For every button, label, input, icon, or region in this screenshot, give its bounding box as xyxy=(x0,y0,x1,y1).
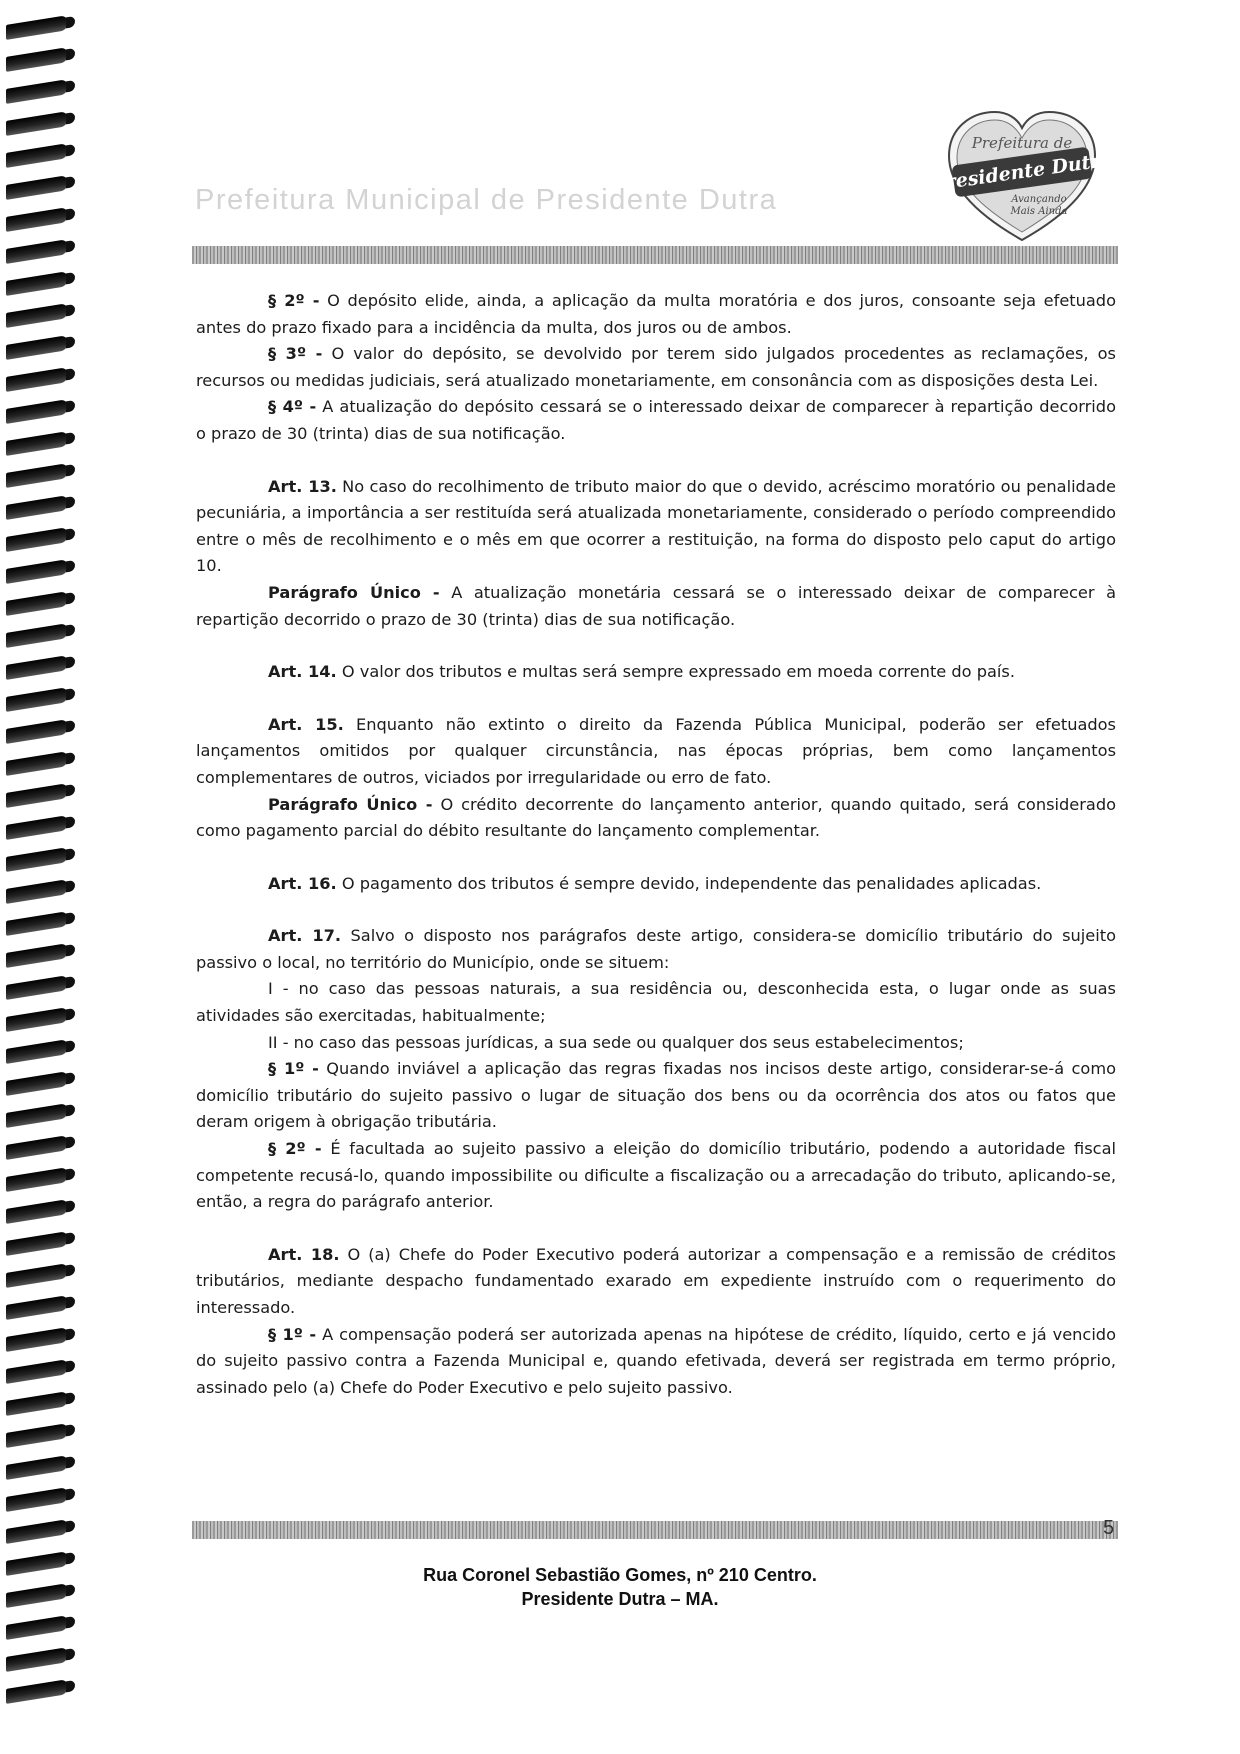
spiral-ring xyxy=(6,79,68,104)
paragraph xyxy=(196,976,1116,1029)
paragraph-lead: § 2º - xyxy=(268,1139,322,1159)
spiral-ring xyxy=(6,1263,68,1288)
spiral-ring xyxy=(6,783,68,808)
spiral-ring xyxy=(6,847,68,872)
paragraph-lead: § 3º - xyxy=(268,344,323,364)
spiral-ring xyxy=(6,879,68,904)
spiral-ring xyxy=(6,495,68,520)
paragraph xyxy=(196,659,1116,686)
paragraph-text: A compensação poderá ser autorizada apenas na hipótese de crédito, líquido, certo e já vencido do sujeito passivo contra a Fazenda Municipal e, quando efetivada, deverá ser registrada em termo próprio, assinado pelo (a) Chefe do Poder Executivo e pelo sujeito passivo. xyxy=(196,1324,1116,1397)
logo-line1: Prefeitura de xyxy=(971,134,1073,152)
paragraph xyxy=(196,712,1116,792)
spiral-ring xyxy=(6,1199,68,1224)
paragraph-text: O valor do depósito, se devolvido por terem sido julgados procedentes as reclamações, os recursos ou medidas judiciais, será atualizado monetariamente, em consonância com as disposições desta Lei. xyxy=(196,344,1116,390)
spiral-ring xyxy=(6,47,68,72)
spiral-ring xyxy=(6,559,68,584)
paragraph-text: É facultada ao sujeito passivo a eleição do domicílio tributário, podendo a autoridade fiscal competente recusá-lo, quando impossibilite ou dificulte a fiscalização ou a arrecadação do tributo, aplicando-se, então, a regra do parágrafo anterior. xyxy=(196,1139,1116,1212)
paragraph-text: Quando inviável a aplicação das regras fixadas nos incisos deste artigo, considerar-se-á como domicílio tributário do sujeito passivo o lugar de situação dos bens ou da ocorrência dos atos ou fatos que deram origem à obrigação tributária. xyxy=(196,1059,1116,1132)
paragraph-lead: § 4º - xyxy=(268,397,317,417)
spiral-binding xyxy=(0,20,90,1720)
spiral-ring xyxy=(6,527,68,552)
logo-line3: Avançando xyxy=(1011,194,1067,205)
page-header-title: Prefeitura Municipal de Presidente Dutra xyxy=(195,184,778,216)
spiral-ring xyxy=(6,1167,68,1192)
spiral-ring xyxy=(6,175,68,200)
spiral-ring xyxy=(6,1455,68,1480)
paragraph-lead: Parágrafo Único - xyxy=(268,794,433,814)
spiral-ring xyxy=(6,431,68,456)
spiral-ring xyxy=(6,1039,68,1064)
paragraph xyxy=(196,1136,1116,1216)
spiral-ring xyxy=(6,1359,68,1384)
spiral-ring xyxy=(6,1423,68,1448)
paragraph-lead: Art. 17. xyxy=(268,926,342,946)
header-divider xyxy=(192,246,1118,264)
logo-line4: Mais Ainda xyxy=(1010,206,1068,217)
paragraph xyxy=(196,341,1116,394)
paragraph-text: O valor dos tributos e multas será sempre expressado em moeda corrente do país. xyxy=(336,662,1015,682)
paragraph xyxy=(196,923,1116,976)
paragraph-lead: Art. 14. xyxy=(268,662,337,682)
paragraph xyxy=(196,288,1116,341)
paragraph xyxy=(196,1030,1116,1057)
paragraph xyxy=(196,1322,1116,1402)
spiral-ring xyxy=(6,1679,68,1704)
spiral-ring xyxy=(6,463,68,488)
spiral-ring xyxy=(6,1391,68,1416)
paragraph-text: A atualização do depósito cessará se o interessado deixar de comparecer à repartição decorrido o prazo de 30 (trinta) dias de sua notificação. xyxy=(196,397,1116,443)
paragraph xyxy=(196,580,1116,633)
paragraph-lead: Art. 16. xyxy=(268,873,337,893)
paragraph-text: O depósito elide, ainda, a aplicação da multa moratória e dos juros, consoante seja efetuado antes do prazo fixado para a incidência da multa, dos juros ou de ambos. xyxy=(196,291,1116,337)
paragraph xyxy=(196,1056,1116,1136)
spiral-ring xyxy=(6,111,68,136)
spiral-ring xyxy=(6,1231,68,1256)
paragraph-text: No caso do recolhimento de tributo maior do que o devido, acréscimo moratório ou penalidade pecuniária, a importância a ser restituída será atualizada monetariamente, considerado o período compreendido entre o mês de recolhimento e o mês em que ocorrer a restituição, na forma do disposto pelo caput do artigo 10. xyxy=(196,476,1116,576)
paragraph-text: Salvo o disposto nos parágrafos deste artigo, considera-se domicílio tributário do sujeito passivo o local, no território do Município, onde se situem: xyxy=(196,926,1116,972)
paragraph-lead: Art. 18. xyxy=(268,1244,340,1264)
spiral-ring xyxy=(6,1007,68,1032)
spiral-ring xyxy=(6,1071,68,1096)
footer-divider xyxy=(192,1521,1118,1539)
paragraph xyxy=(196,1242,1116,1322)
page-number: 5 xyxy=(1103,1517,1115,1539)
spiral-ring xyxy=(6,975,68,1000)
paragraph-text: Enquanto não extinto o direito da Fazenda Pública Municipal, poderão ser efetuados lançamentos omitidos por qualquer circunstância, nas épocas próprias, bem como lançamentos complementares de outros, viciados por irregularidade ou erro de fato. xyxy=(196,714,1116,787)
spiral-ring xyxy=(6,943,68,968)
spiral-ring xyxy=(6,15,68,40)
paragraph xyxy=(196,474,1116,580)
paragraph-lead: Art. 13. xyxy=(268,476,337,496)
logo-line2: Presidente Dutra xyxy=(930,148,1114,196)
spiral-ring xyxy=(6,751,68,776)
spiral-ring xyxy=(6,655,68,680)
footer-address: Rua Coronel Sebastião Gomes, nº 210 Centro. xyxy=(423,1565,817,1585)
spiral-ring xyxy=(6,207,68,232)
paragraph-lead: § 1º - xyxy=(268,1059,319,1079)
spiral-ring xyxy=(6,1135,68,1160)
spiral-ring xyxy=(6,239,68,264)
paragraph-text: O (a) Chefe do Poder Executivo poderá autorizar a compensação e a remissão de créditos tributários, mediante despacho fundamentado exarado em expediente instruído com o requerimento do interessado. xyxy=(196,1244,1116,1317)
document-body xyxy=(196,288,1116,1401)
paragraph-lead: § 2º - xyxy=(268,291,320,310)
municipality-logo xyxy=(930,108,1114,246)
spiral-ring xyxy=(6,271,68,296)
paragraph-lead: Art. 15. xyxy=(268,714,344,734)
spiral-ring xyxy=(6,1103,68,1128)
spiral-ring xyxy=(6,911,68,936)
spiral-ring xyxy=(6,143,68,168)
spiral-ring xyxy=(6,1519,68,1544)
paragraph xyxy=(196,871,1116,898)
spiral-ring xyxy=(6,687,68,712)
spiral-ring xyxy=(6,303,68,328)
paragraph-lead: § 1º - xyxy=(268,1324,317,1344)
spiral-ring xyxy=(6,591,68,616)
spiral-ring xyxy=(6,1295,68,1320)
spiral-ring xyxy=(6,335,68,360)
spiral-ring xyxy=(6,719,68,744)
spiral-ring xyxy=(6,623,68,648)
paragraph xyxy=(196,394,1116,447)
paragraph xyxy=(196,792,1116,845)
spiral-ring xyxy=(6,399,68,424)
paragraph-text: O crédito decorrente do lançamento anterior, quando quitado, será considerado como pagamento parcial do débito resultante do lançamento complementar. xyxy=(196,794,1116,841)
paragraph-text: A atualização monetária cessará se o interessado deixar de comparecer à repartição decorrido o prazo de 30 (trinta) dias de sua notificação. xyxy=(196,582,1116,629)
spiral-ring xyxy=(6,1487,68,1512)
paragraph-text: II - no caso das pessoas jurídicas, a sua sede ou qualquer dos seus estabelecimentos; xyxy=(268,1032,964,1052)
spiral-ring xyxy=(6,1327,68,1352)
spiral-ring xyxy=(6,367,68,392)
spiral-ring xyxy=(6,1647,68,1672)
paragraph-lead: Parágrafo Único - xyxy=(268,582,440,602)
spiral-ring xyxy=(6,1615,68,1640)
paragraph-text: I - no caso das pessoas naturais, a sua residência ou, desconhecida esta, o lugar onde as suas atividades são exercitadas, habitualmente; xyxy=(196,979,1116,1026)
spiral-ring xyxy=(6,815,68,840)
footer-city: Presidente Dutra – MA. xyxy=(521,1589,719,1609)
paragraph-text: O pagamento dos tributos é sempre devido, independente das penalidades aplicadas. xyxy=(336,873,1042,893)
